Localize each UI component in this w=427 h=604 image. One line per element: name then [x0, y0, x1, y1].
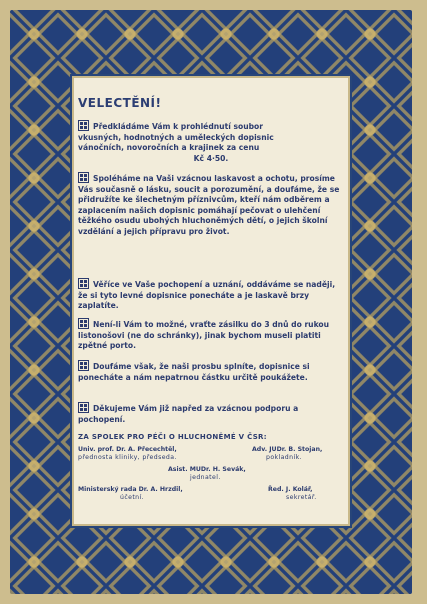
- signatory-role: přednosta kliniky, předseda.: [78, 454, 177, 461]
- signatory-name: Adv. JUDr. B. Stojan,: [252, 446, 323, 453]
- paragraph-5-text: Doufáme však, že naši prosbu splníte, dopisnice si ponecháte a nám nepatrnou částku určitě poukážete.: [78, 362, 310, 382]
- paragraph-5: [78, 360, 344, 383]
- signatory-role: účetní.: [120, 494, 144, 501]
- ornamental-square-icon: [78, 360, 89, 371]
- paragraph-2: [78, 172, 344, 238]
- signatory-role: jednatel.: [190, 474, 221, 481]
- ornamental-square-icon: [78, 318, 89, 329]
- letter-heading: VELECTĚNÍ!: [78, 96, 162, 110]
- paragraph-4: [78, 318, 344, 352]
- signatory-secretary-general: [168, 466, 246, 482]
- paragraph-1-line-1: Předkládáme Vám k prohlédnutí soubor: [93, 122, 263, 131]
- ornamental-square-icon: [78, 278, 89, 289]
- paragraph-1: [78, 120, 344, 164]
- ornamental-square-icon: [78, 172, 89, 183]
- signatory-role: pokladník.: [266, 454, 302, 461]
- paragraph-6: [78, 402, 344, 425]
- paragraph-1-line-2: vkusných, hodnotných a uměleckých dopisnic: [78, 132, 274, 142]
- paragraph-2-text: Spoléháme na Vaši vzácnou laskavost a ochotu, prosíme Vás současně o lásku, soucit a porozumění, a doufáme, že se přidružíte ke šlechetným příznivcům, kteří nám odběrem a zaplacením našich dopisnic pomáhají pečovat o ulehčení těžkého osudu ubohých hluchoněmých dětí, o jejich školní vzdělání a jejich přípravu pro život.: [78, 174, 340, 236]
- ornamental-square-icon: [78, 402, 89, 413]
- paragraph-3: [78, 278, 344, 312]
- signatory-name: Řed. J. Kolář,: [268, 486, 313, 493]
- signatory-name: Asist. MUDr. H. Sevák,: [168, 466, 246, 473]
- signatory-name: Univ. prof. Dr. A. Přecechtěl,: [78, 446, 177, 453]
- paragraph-3-text: Věříce ve Vaše pochopení a uznání, oddáváme se naději, že si tyto levné dopisnice ponecháte a je laskavě brzy zaplatíte.: [78, 280, 336, 311]
- signatory-secretary: [268, 486, 317, 502]
- signatory-role: sekretář.: [286, 494, 317, 501]
- organization-line: ZA SPOLEK PRO PÉČI O HLUCHONĚMÉ V ČSR:: [78, 433, 267, 441]
- paragraph-1-line-3: vánočních, novoročních a krajinek za cenu: [78, 143, 260, 153]
- paragraph-4-text: Není-li Vám to možné, vraťte zásilku do 3 dnů do rukou listonošovi (ne do schránky), jinak bychom museli platiti zpětné porto.: [78, 320, 330, 351]
- letter-panel: [70, 74, 352, 528]
- paragraph-6-text: Děkujeme Vám již napřed za vzácnou podporu a pochopení.: [78, 404, 299, 424]
- signatory-name: Ministerský rada Dr. A. Hrzdil,: [78, 486, 183, 493]
- ornamental-square-icon: [78, 120, 89, 131]
- signatory-treasurer: [252, 446, 322, 462]
- paragraph-1-line-4: Kč 4·50.: [193, 153, 229, 163]
- signatory-chairman: [78, 446, 177, 462]
- signatory-accountant: [78, 486, 183, 502]
